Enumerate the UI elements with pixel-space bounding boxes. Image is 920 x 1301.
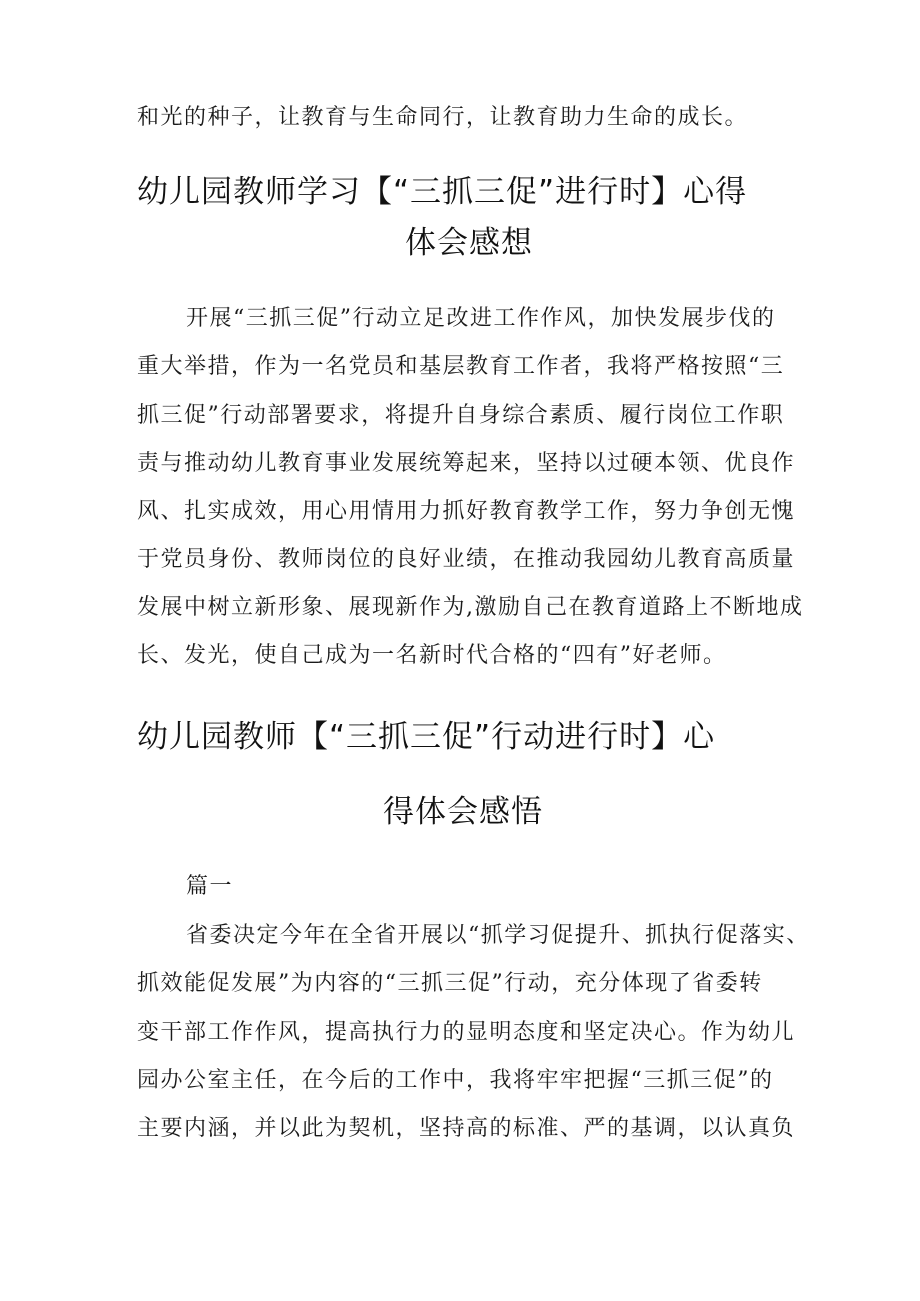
section1-paragraph-line: 重大举措，作为一名党员和基层教育工作者，我将严格按照“三 [137, 354, 785, 379]
section2-paragraph-line: 变干部工作作风，提高执行力的显明态度和坚定决心。作为幼儿 [137, 1020, 796, 1045]
section2-paragraph-line: 园办公室主任，在今后的工作中，我将牢牢把握“三抓三促”的 [137, 1068, 774, 1093]
section1-paragraph-line: 长、发光，使自己成为一名新时代合格的“四有”好老师。 [137, 643, 727, 668]
intro-tail-line: 和光的种子，让教育与生命同行，让教育助力生命的成长。 [137, 105, 749, 130]
section1-title-line1: 幼儿园教师学习【“三抓三促”进行时】心得 [137, 174, 748, 210]
section1-paragraph-line: 于党员身份、教师岗位的良好业绩，在推动我园幼儿教育高质量 [137, 547, 796, 572]
section1-title-line2: 体会感想 [405, 225, 533, 261]
section1-paragraph-line: 发展中树立新形象、展现新作为,激励自己在教育道路上不断地成 [137, 595, 804, 620]
section2-paragraph-line: 省委决定今年在全省开展以“抓学习促提升、抓执行促落实、 [186, 923, 810, 948]
section2-title-line1: 幼儿园教师【“三抓三促”行动进行时】心 [137, 719, 716, 755]
section2-paragraph-line: 主要内涵，并以此为契机，坚持高的标准、严的基调，以认真负 [137, 1116, 796, 1141]
section1-paragraph-line: 责与推动幼儿教育事业发展统筹起来，坚持以过硬本领、优良作 [137, 451, 796, 476]
section1-paragraph-line: 开展“三抓三促”行动立足改进工作作风，加快发展步伐的 [186, 306, 776, 331]
section2-subheading: 篇一 [186, 874, 234, 899]
section2-title-line2: 得体会感悟 [383, 794, 543, 830]
section1-paragraph-line: 风、扎实成效，用心用情用力抓好教育教学工作，努力争创无愧 [137, 499, 796, 524]
section2-paragraph-line: 抓效能促发展”为内容的“三抓三促”行动，充分体现了省委转 [137, 971, 763, 996]
section1-paragraph-line: 抓三促”行动部署要求，将提升自身综合素质、履行岗位工作职 [137, 403, 785, 428]
